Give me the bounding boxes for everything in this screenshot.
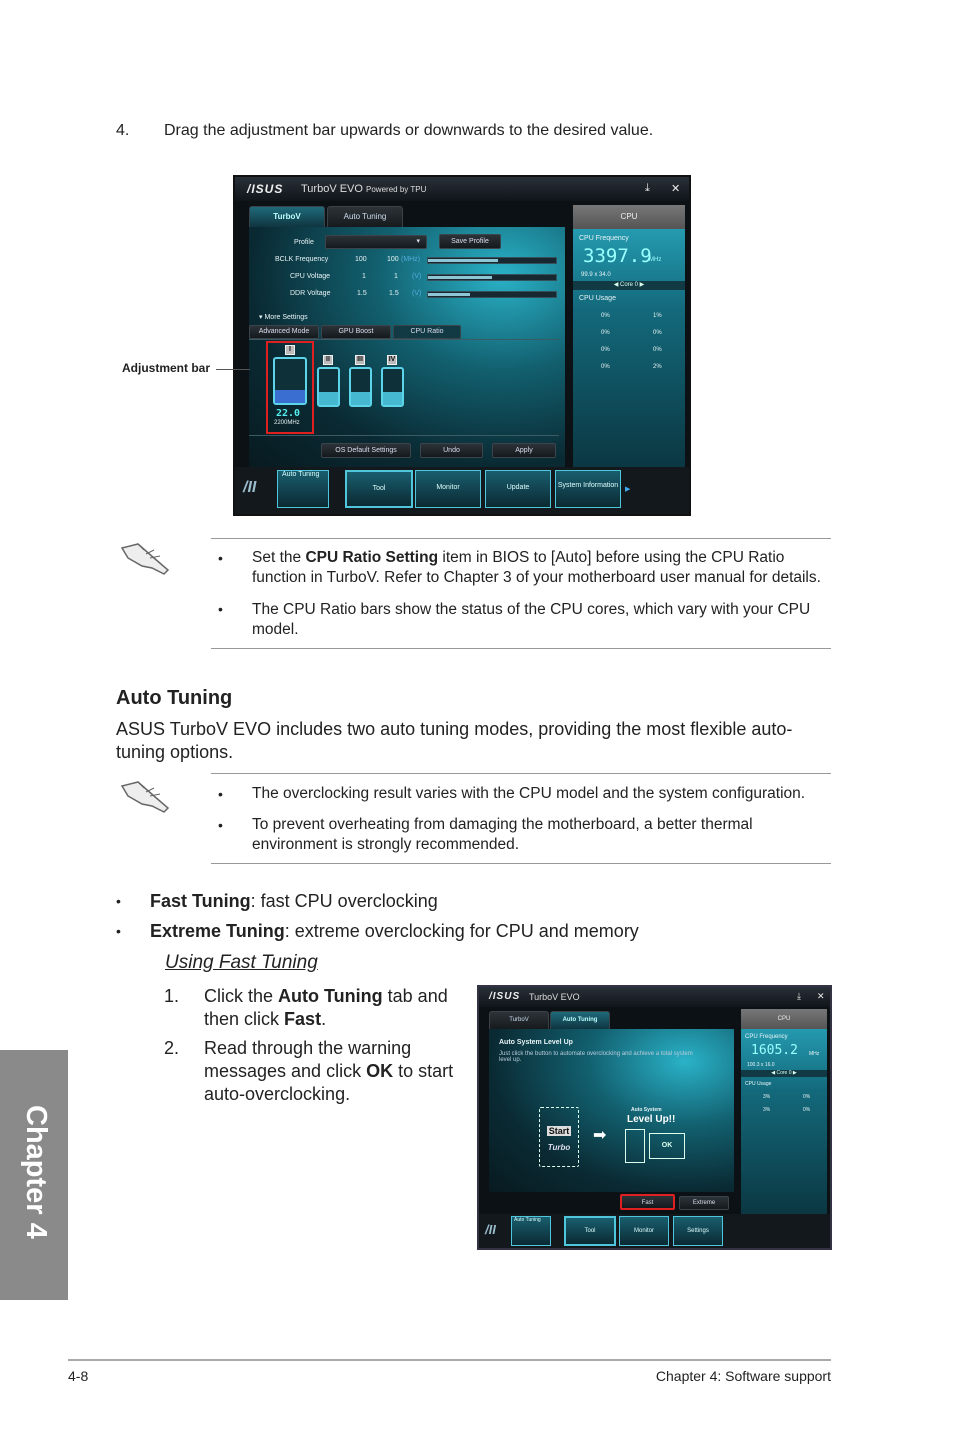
pc-tower-icon [625,1129,645,1163]
ai-suite-logo: /II [485,1222,496,1237]
usage-value: 0% [601,364,610,370]
bclk-slider[interactable] [427,257,557,264]
turbov-panel [249,227,565,467]
nav-auto-tuning[interactable]: Auto Tuning [511,1216,551,1246]
start-button[interactable] [539,1107,579,1167]
profile-dropdown[interactable]: ▾ [325,235,427,249]
tab-auto-tuning[interactable]: Auto Tuning [550,1011,610,1029]
title-bar [479,987,830,1007]
usage-value: 0% [803,1094,811,1100]
window-title: TurboV EVO [529,992,580,1002]
bottom-nav [479,1214,830,1250]
chapter-side-tab [0,1050,68,1300]
page-number: 4-8 [68,1368,89,1384]
step-text: Read through the warning messages and click OK to start auto-overclocking. [204,1038,454,1104]
subtab-advanced-mode[interactable]: Advanced Mode [249,325,319,339]
row-value-current: 1.5 [357,290,367,297]
usage-value: 2% [653,364,662,370]
step-number: 2. [164,1038,180,1058]
undo-button[interactable]: Undo [420,443,483,458]
title-bar [235,177,689,201]
apply-button[interactable]: Apply [492,443,556,458]
mode-extreme-tuning: Extreme Tuning: extreme overclocking for CPU and memory [150,921,639,941]
divider [249,339,559,340]
core-ratio-bar[interactable] [273,357,307,405]
nav-label: Auto Tuning [282,471,320,478]
note-text: The overclocking result varies with the CPU model and the system configuration. [252,785,806,802]
auto-tuning-window-screenshot [477,985,832,1250]
core-selector[interactable]: ◀ Core 0 ▶ [741,1070,827,1077]
close-icon[interactable]: ✕ [817,991,825,1001]
cpu-frequency-value: 1605.2 [751,1043,798,1058]
minimize-icon[interactable]: ⤓ [645,182,650,194]
core-ratio-bar[interactable] [381,367,404,407]
turbo-label: Turbo [547,1143,571,1152]
cpu-frequency-unit: MHz [809,1051,820,1057]
tab-turbov[interactable]: TurboV [489,1011,549,1029]
tab-auto-tuning[interactable]: Auto Tuning [327,206,403,227]
row-label: DDR Voltage [290,290,331,297]
core-ratio-bar[interactable] [349,367,372,407]
nav-update[interactable]: Update [485,470,551,508]
cpu-frequency-label: CPU Frequency [745,1034,788,1040]
os-default-settings-button[interactable]: OS Default Settings [321,443,411,458]
start-label: Start [548,1126,570,1136]
subtab-gpu-boost[interactable]: GPU Boost [321,325,391,339]
nav-system-information[interactable]: System Information [555,470,621,508]
row-unit: (V) [412,273,422,280]
bullet: • [116,923,121,939]
usage-value: 3% [763,1094,771,1100]
step-number: 1. [164,986,180,1006]
cpu-multiplier: 100.3 x 16.0 [747,1062,775,1068]
minimize-icon[interactable]: ⤓ [797,991,801,1001]
cpu-side-panel [741,1009,827,1214]
asus-logo: /ISUS [489,991,521,1002]
cpu-frequency-label: CPU Frequency [579,235,629,242]
tab-turbov[interactable]: TurboV [249,206,325,227]
nav-tool[interactable]: Tool [345,470,413,508]
ratio-value: 22.0 [276,408,301,419]
bullet: • [116,893,121,909]
mode-fast-tuning: Fast Tuning: fast CPU overclocking [150,891,438,911]
core-label: I [285,345,295,355]
window-subtitle: Powered by TPU [366,185,427,194]
arrow-right-icon: ➡ [593,1127,607,1144]
section-title: Auto Tuning [116,687,233,709]
monitor-ok-icon: OK [649,1133,685,1159]
step-text: Drag the adjustment bar upwards or downwards to the desired value. [164,122,654,139]
note-divider [211,538,831,539]
usage-value: 0% [803,1107,811,1113]
core-label: III [355,355,365,365]
nav-settings[interactable]: Settings [673,1216,723,1246]
usage-value: 0% [601,330,610,336]
auto-tuning-panel [489,1029,734,1192]
bullet: • [218,550,223,566]
adjustment-bar-callout: Adjustment bar [122,361,211,375]
save-profile-button[interactable]: Save Profile [439,234,501,249]
cpu-voltage-slider[interactable] [427,274,557,281]
turbov-window-screenshot [233,175,691,516]
chapter-tab-label: Chapter 4 [20,1105,52,1239]
ratio-frequency: 2200MHz [274,420,300,426]
row-label: CPU Voltage [290,273,331,280]
cpu-multiplier: 99.9 x 34.0 [581,272,611,278]
nav-auto-tuning[interactable] [277,470,329,508]
note-text: To prevent overheating from damaging the motherboard, a better thermal environment is strongly recommended. [252,816,753,853]
row-value-target: 100 [387,256,399,263]
auto-level-up-heading: Auto System Level Up [499,1039,573,1046]
usage-value: 1% [653,313,662,319]
usage-value: 0% [653,330,662,336]
bullet: • [218,817,223,833]
more-settings-toggle[interactable]: ▾ More Settings [259,314,308,321]
row-value-target: 1.5 [389,290,399,297]
cpu-side-panel [573,205,685,467]
core-label: II [323,355,333,365]
usage-value: 3% [763,1107,771,1113]
cpu-usage-label: CPU Usage [579,295,616,302]
usage-value: 0% [653,347,662,353]
level-up-label: Level Up!! [627,1114,676,1125]
row-value-target: 1 [394,273,398,280]
cpu-usage-label: CPU Usage [745,1081,772,1087]
close-icon[interactable]: ✕ [671,183,681,195]
note-divider [211,863,831,864]
footer-chapter: Chapter 4: Software support [655,1368,831,1384]
footer-divider [68,1359,831,1361]
cpu-frequency-unit: MHz [649,257,662,263]
window-title: TurboV EVO [301,183,363,195]
bullet: • [218,601,223,617]
note-hand-icon [118,776,176,816]
core-label: IV [388,356,396,363]
step-text: Click the Auto Tuning tab and then click Fast. [204,986,448,1029]
note-divider [211,773,831,774]
row-value-current: 1 [362,273,366,280]
note-text: The CPU Ratio bars show the status of the CPU cores, which vary with your CPU model. [252,601,811,638]
row-label: BCLK Frequency [275,256,329,263]
note-hand-icon [118,538,176,578]
core-ratio-bar[interactable] [317,367,340,407]
ai-suite-logo: /II [243,479,257,496]
cpu-header: CPU [741,1009,827,1029]
nav-monitor[interactable]: Monitor [619,1216,669,1246]
usage-value: 0% [601,347,610,353]
cpu-header: CPU [573,205,685,229]
extreme-button[interactable]: Extreme [679,1196,729,1210]
callout-line [216,369,250,370]
core-selector[interactable]: ◀ Core 0 ▶ [573,281,685,290]
divider [249,435,559,436]
row-value-current: 100 [355,256,367,263]
asus-logo: /ISUS [247,182,284,196]
auto-level-up-description: Just click the button to automate overclocking and achieve a total system level up. [499,1051,693,1063]
bullet: • [218,786,223,802]
cpu-frequency-value: 3397.9 [583,245,652,267]
row-unit: (V) [412,290,422,297]
nav-tool[interactable]: Tool [564,1216,616,1246]
core-selector-label: Core 0 [619,282,638,288]
note-divider [211,648,831,649]
core-selector-label: Core 0 [776,1070,792,1076]
section-intro: ASUS TurboV EVO includes two auto tuning modes, providing the most flexible auto-tuning options. [116,719,793,762]
subtab-cpu-ratio[interactable]: CPU Ratio [393,325,461,339]
row-unit: (MHz) [401,256,421,263]
fast-button[interactable]: Fast [620,1194,675,1210]
usage-value: 0% [601,313,610,319]
ddr-voltage-slider[interactable] [427,291,557,298]
nav-monitor[interactable]: Monitor [415,470,481,508]
nav-next-arrow-icon[interactable]: ▶ [625,486,631,493]
bottom-nav [235,467,689,516]
profile-label: Profile [294,239,314,246]
more-settings-label: More Settings [264,314,308,321]
note-text: Set the CPU Ratio Setting item in BIOS to [Auto] before using the CPU Ratio function in TurboV. Refer to Chapter 3 of your motherboard user manual for details. [252,549,821,586]
step-number: 4. [116,122,130,139]
subsection-title: Using Fast Tuning [165,952,318,973]
level-up-small-label: Auto System [631,1107,662,1113]
